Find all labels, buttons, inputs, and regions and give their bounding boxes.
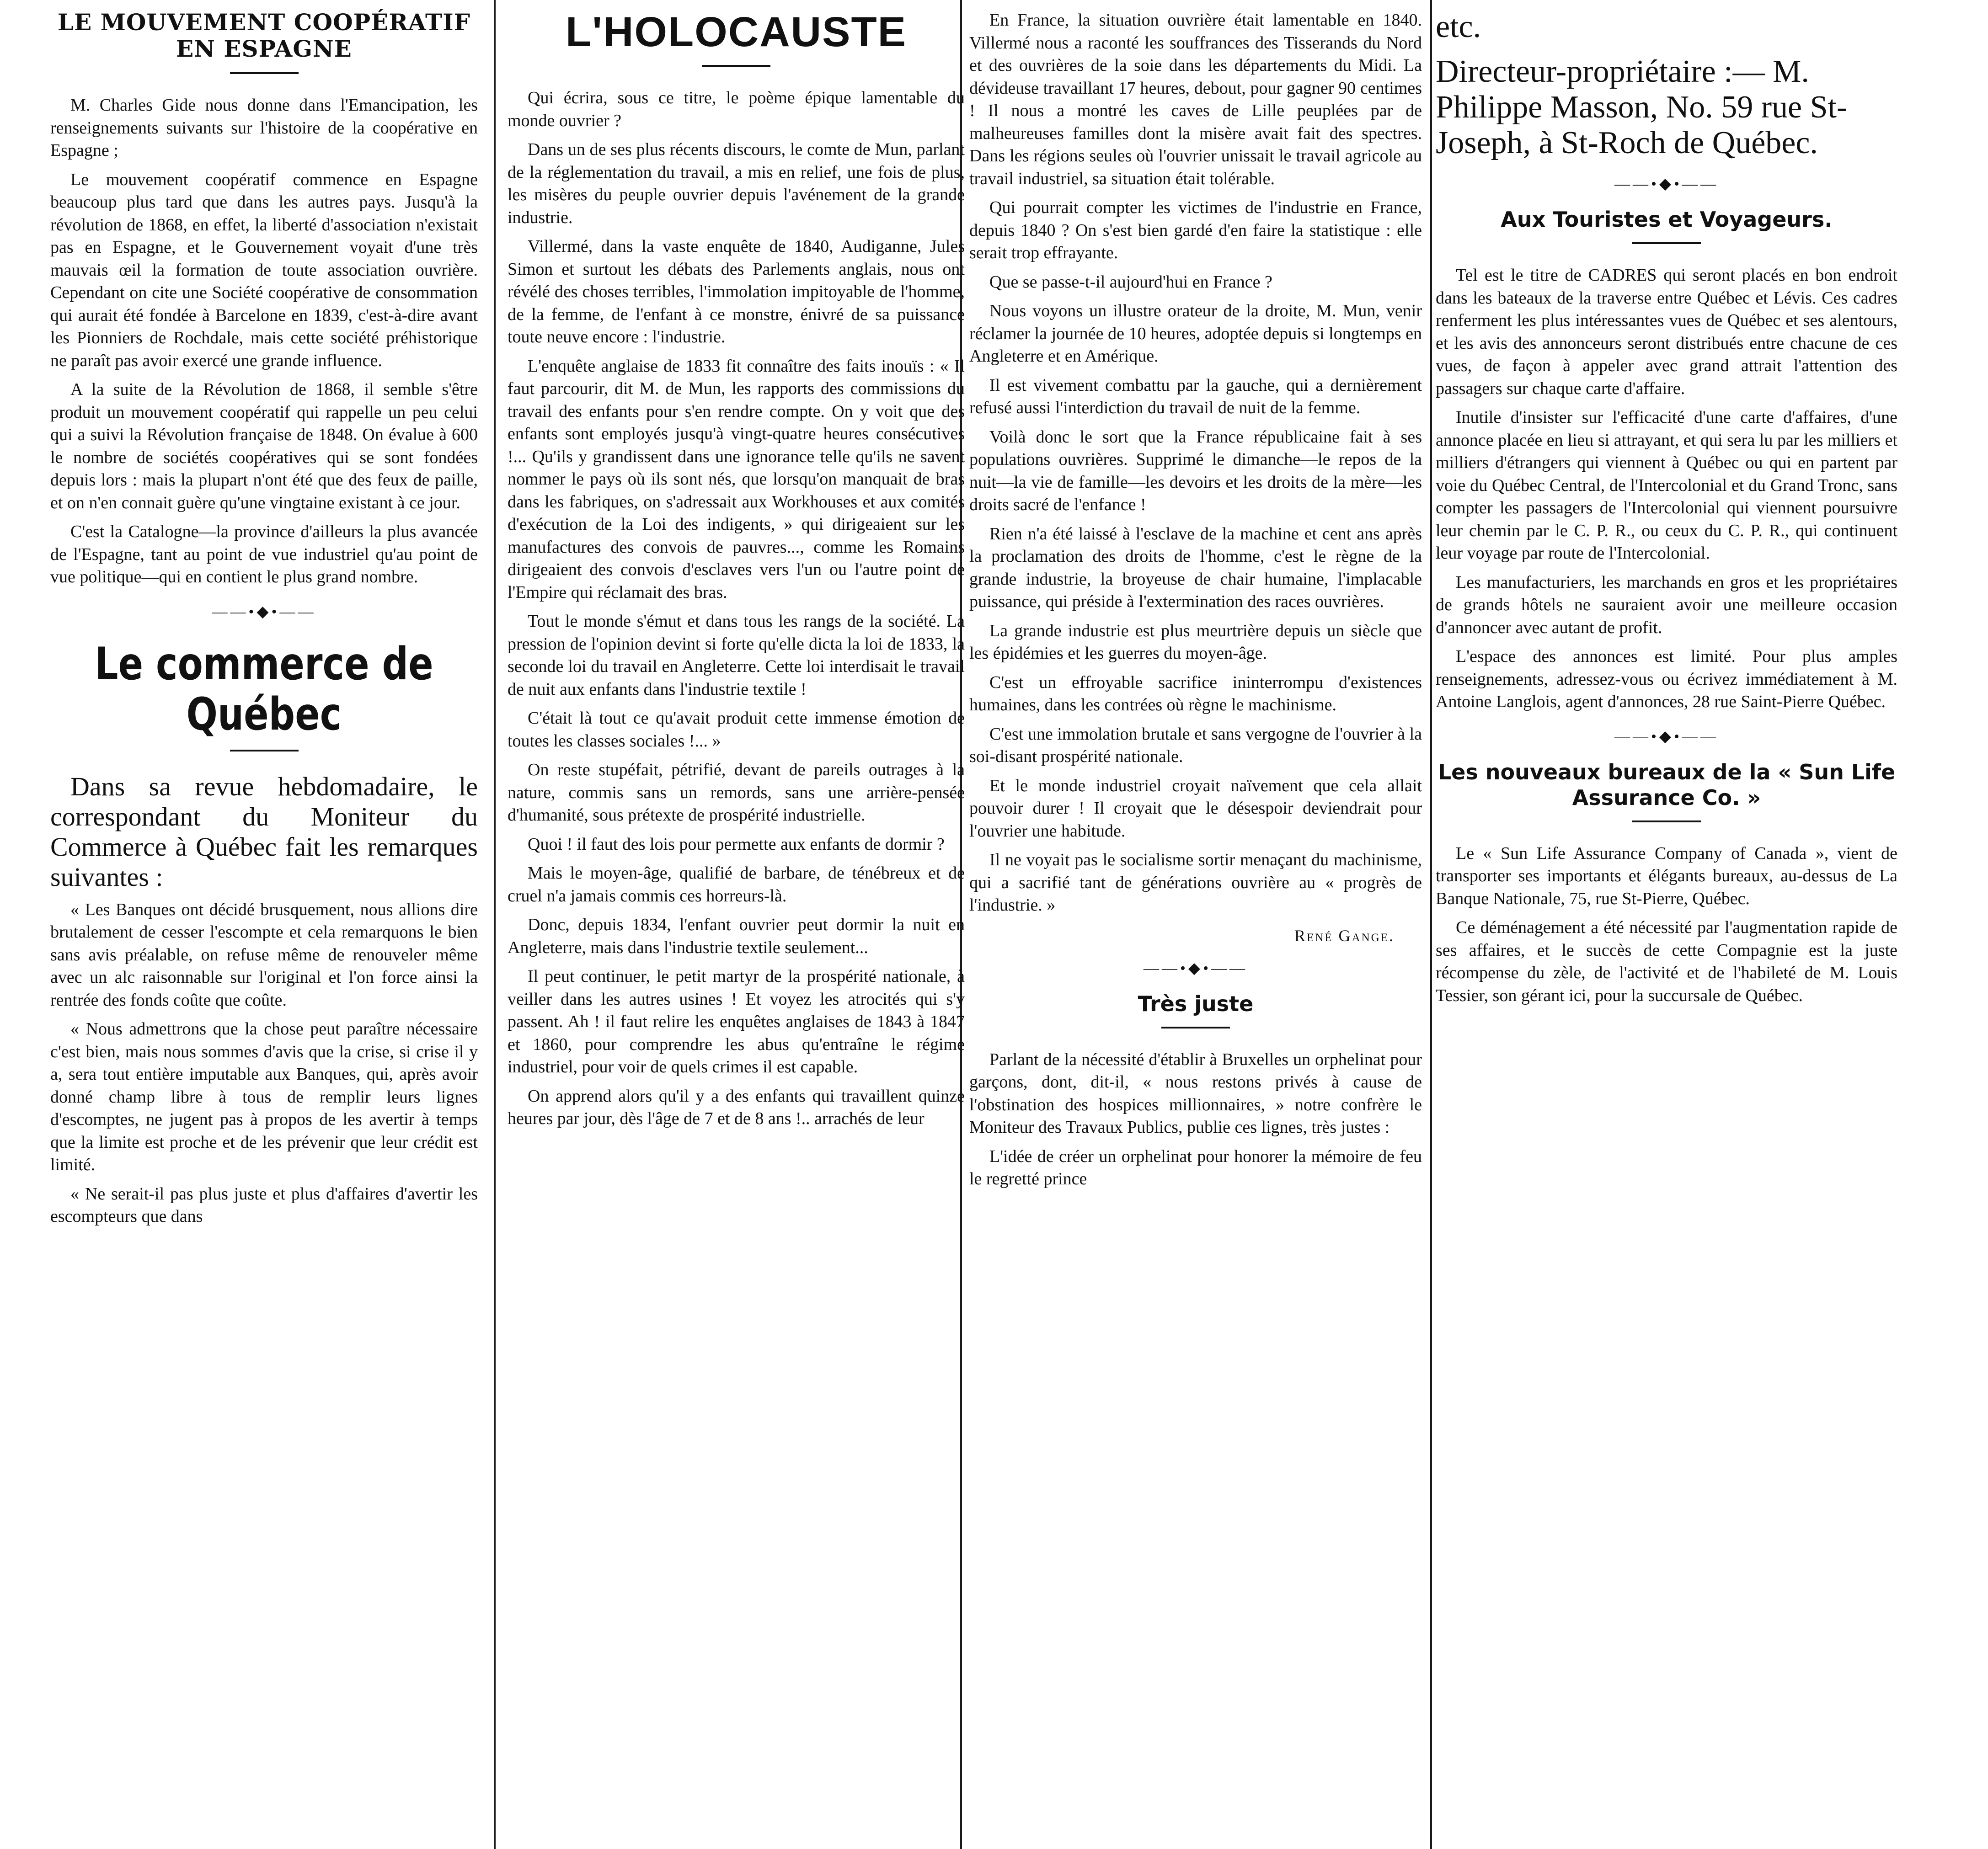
separator-dash xyxy=(230,72,299,74)
article-headline: LE MOUVEMENT COOPÉRATIF EN ESPAGNE xyxy=(57,9,471,62)
column-rule xyxy=(1430,0,1432,1849)
paragraph: Le mouvement coopératif commence en Espagne beaucoup plus tard que dans les autres pays. Jusqu'à la révolution de 1868, en effet, la liberté d'association n'existait pas en Espagne, et le Gouvernement voyait d'une très mauvais œil la formation de toute association ouvrière. Cependant on cite une Société coopérative de consommation qui aurait été fondée à Barcelone en 1839, c'est-à-dire avant les Pionniers de Rochdale, mais cette société préhistorique ne paraît pas avoir exercé une grande influence. xyxy=(50,170,478,370)
paragraph: Il est vivement combattu par la gauche, qui a dernièrement refusé aussi l'interdiction du travail de nuit de la femme. xyxy=(969,375,1422,417)
paragraph: Dans un de ses plus récents discours, le comte de Mun, parlant de la réglementation du travail, a mis en relief, une fois de plus, les misères du peuple ouvrier depuis l'avénement de la grande industrie. xyxy=(508,140,965,227)
separator-dash xyxy=(702,65,770,67)
paragraph: Le « Sun Life Assurance Company of Canada », vient de transporter ses importants et élégants bureaux, au-dessus de La Banque Nationale, 75, rue St-Pierre, Québec. xyxy=(1436,843,1897,908)
paragraph: Qui écrira, sous ce titre, le poème épique lamentable du monde ouvrier ? xyxy=(508,88,965,130)
separator-dash xyxy=(1632,242,1701,244)
separator-dash xyxy=(1632,821,1701,822)
ornament-divider: ——•◆•—— xyxy=(1614,176,1719,192)
paragraph: Et le monde industriel croyait naïvement que cela allait pouvoir durer ! Il croyait que le désespoir deviendrait pour l'ouvrier une habitude. xyxy=(969,776,1422,841)
author-signature: René Gange. xyxy=(1294,926,1395,945)
paragraph: A la suite de la Révolution de 1868, il semble s'être produit un mouvement coopératif qui rappelle un peu celui qui a suivi la Révolution française de 1848. On évalue à 600 le nombre de sociétés coopératives qui se sont fondées depuis lors : mais la plupart n'ont été que des feux de paille, et on n'en connait guère qu'une vingtaine existant à ce jour. xyxy=(50,380,478,512)
paragraph: L'idée de créer un orphelinat pour honorer la mémoire de feu le regretté prince xyxy=(969,1146,1422,1188)
paragraph: Que se passe-t-il aujourd'hui en France ? xyxy=(989,272,1272,292)
article-headline: Le commerce de Québec xyxy=(95,638,433,741)
etc-text: etc. xyxy=(1436,9,1481,44)
paragraph: Donc, depuis 1834, l'enfant ouvrier peut dormir la nuit en Angleterre, mais dans l'industrie textile seulement... xyxy=(508,915,965,957)
paragraph: « Nous admettrons que la chose peut paraître nécessaire c'est bien, mais nous sommes d'avis que la crise, si crise il y a, sera tout entière imputable aux Banques, qui, après avoir donné champ libre à tous de remplir leurs lignes d'escomptes, ne jugent pas à propos de les avertir à temps que la limite est proche et de les prévenir que leur crédit est limité. xyxy=(50,1019,478,1174)
publisher-notice: Directeur-propriétaire :— M. Philippe Masson, No. 59 rue St-Joseph, à St-Roch de Québec. xyxy=(1436,54,1848,160)
separator-dash xyxy=(1161,1027,1230,1028)
article-headline: L'HOLOCAUSTE xyxy=(565,9,907,55)
paragraph: « Ne serait-il pas plus juste et plus d'affaires d'avertir les escompteurs que dans xyxy=(50,1184,478,1226)
column-2 xyxy=(508,9,965,1838)
paragraph: « Les Banques ont décidé brusquement, nous allions dire brutalement de cesser l'escompte et cela remarquons le bien sans avis préalable, on refuse même de renouveler même avec un alc raisonnable sur l'original et l'on force ainsi la rentrée des fonds coûte que coûte. xyxy=(50,900,478,1010)
paragraph: Inutile d'insister sur l'efficacité d'une carte d'affaires, d'une annonce placée en lieu si attrayant, et qui sera lu par les milliers et milliers d'étrangers qui viennent à Québec ou qui en partent par voie du Québec Central, de l'Intercolonial et du Grand Tronc, sans compter les passagers de l'Intercolonial qui viennent poursuivre leur chemin par le C. P. R., ou ceux du C. P. R., qui continuent leur voyage par route de l'Intercolonial. xyxy=(1436,408,1897,563)
paragraph: Voilà donc le sort que la France républicaine fait à ses populations ouvrières. Supprimé le dimanche—le repos de la nuit—la vie de famille—les devoirs et les droits de la mère—les droits sacré de l'enfance ! xyxy=(969,427,1422,514)
paragraph: Tel est le titre de CADRES qui seront placés en bon endroit dans les bateaux de la traverse entre Québec et Lévis. Ces cadres renferment les plus intéressantes vues de Québec et ses alentours, et les avis des annonceurs seront distribués entre chacune de ces vues, de façon à appeler avec grand attrait l'attention des passagers sur chaque carte d'affaire. xyxy=(1436,266,1897,398)
paragraph: Parlant de la nécessité d'établir à Bruxelles un orphelinat pour garçons, dont, dit-il, « nous restons privés à cause de l'obstination des hospices millionnaires, » notre confrère le Moniteur des Travaux Publics, publie ces lignes, très justes : xyxy=(969,1050,1422,1137)
ornament-divider: ——•◆•—— xyxy=(1614,728,1719,745)
article-headline: Les nouveaux bureaux de la « Sun Life Assurance Co. » xyxy=(1438,759,1896,810)
article-headline: Aux Touristes et Voyageurs. xyxy=(1501,207,1833,232)
ornament-divider: ——•◆•—— xyxy=(1144,959,1248,977)
paragraph: C'était là tout ce qu'avait produit cette immense émotion de toutes les classes sociales !... » xyxy=(508,709,965,751)
paragraph: M. Charles Gide nous donne dans l'Emancipation, les renseignements suivants sur l'histoire de la coopérative en Espagne ; xyxy=(50,96,478,160)
separator-dash xyxy=(230,750,299,751)
paragraph: Qui pourrait compter les victimes de l'industrie en France, depuis 1840 ? On s'est bien gardé d'en faire la statistique : elle serait trop effrayante. xyxy=(969,198,1422,262)
paragraph: Dans sa revue hebdomadaire, le correspondant du Moniteur du Commerce à Québec fait les remarques suivantes : xyxy=(50,771,478,892)
paragraph: L'enquête anglaise de 1833 fit connaître des faits inouïs : « Il faut parcourir, dit M. de Mun, les rapports des commissions du travail des enfants pour s'en rendre compte. On y voit que des enfants sont employés jusqu'à vingt-quatre heures consécutives !... Qu'ils y grandissent dans une ignorance telle qu'ils ne savent nommer le pays où ils sont nés, que lorsqu'on manquait de bras dans les fabriques, on s'adressait aux Workhouses et aux comités d'exécution de la Loi des indigents, » qui dirigeaient sur les manufactures des convois de pauvres..., comme les Romains dirigeaient des convois d'esclaves vers l'un ou l'autre point de l'Empire qui réclamait des bras. xyxy=(508,356,965,602)
paragraph: Villermé, dans la vaste enquête de 1840, Audiganne, Jules Simon et surtout les débats des Parlements anglais, nous ont révélé des choses terribles, l'immolation impitoyable de l'homme, de la femme, de l'enfant à ce monstre, énivré de sa puissance toute neuve encore : l'industrie. xyxy=(508,237,965,346)
paragraph: Il ne voyait pas le socialisme sortir menaçant du machinisme, qui a sacrifié tant de générations ouvrière au « progrès de l'industrie. » xyxy=(969,850,1422,915)
paragraph: On apprend alors qu'il y a des enfants qui travaillent quinze heures par jour, dès l'âge de 7 et de 8 ans !.. arrachés de leur xyxy=(508,1086,965,1128)
paragraph: Les manufacturiers, les marchands en gros et les propriétaires de grands hôtels ne sauraient avoir une meilleure occasion d'annoncer avec autant de profit. xyxy=(1436,572,1897,637)
column-4 xyxy=(1436,9,1897,1838)
paragraph: L'espace des annonces est limité. Pour plus amples renseignements, adressez-vous ou écrivez immédiatement à M. Antoine Langlois, agent d'annonces, 28 rue Saint-Pierre Québec. xyxy=(1436,647,1897,711)
paragraph: C'est la Catalogne—la province d'ailleurs la plus avancée de l'Espagne, tant au point de vue industriel qu'au point de vue politique—qui en contient le plus grand nombre. xyxy=(50,522,478,586)
paragraph: Il peut continuer, le petit martyr de la prospérité nationale, à veiller dans les autres usines ! Et voyez les atrocités qui s'y passent. Ah ! il faut relire les enquêtes anglaises de 1843 à 1847 et 1860, pour comprendre les abus qu'entraîne le régime industriel, pour voir de quels crimes il est capable. xyxy=(508,967,965,1076)
paragraph: C'est un effroyable sacrifice ininterrompu d'existences humaines, dans les contrées où règne le machinisme. xyxy=(969,672,1422,714)
paragraph: C'est une immolation brutale et sans vergogne de l'ouvrier à la soi-disant prospérité nationale. xyxy=(969,724,1422,766)
column-1 xyxy=(50,9,478,1838)
paragraph: En France, la situation ouvrière était lamentable en 1840. Villermé nous a raconté les souffrances des Tisserands du Nord et des ouvrières de la soie dans les départements du Midi. La dévideuse travaillant 17 heures, debout, pour gagner 90 centimes ! Il nous a montré les caves de Lille peuplées par de malheureuses familles dont la misère avait fait des spectres. Dans les régions seules où l'ouvrier unissait le travail agricole au travail industriel, sa situation était tolérable. xyxy=(969,11,1422,188)
paragraph: Ce déménagement a été nécessité par l'augmentation rapide de ses affaires, et le succès de cette Compagnie est la juste récompense du zèle, de l'activité et de l'habileté de M. Louis Tessier, son gérant ici, pour la succursale de Québec. xyxy=(1436,918,1897,1005)
paragraph: On reste stupéfait, pétrifié, devant de pareils outrages à la nature, commis sans un remords, sans une arrière-pensée d'humanité, sous prétexte de prospérité industrielle. xyxy=(508,760,965,825)
paragraph: Nous voyons un illustre orateur de la droite, M. Mun, venir réclamer la journée de 10 heures, adoptée depuis si longtemps en Angleterre et en Amérique. xyxy=(969,301,1422,366)
column-rule xyxy=(494,0,496,1849)
paragraph: Mais le moyen-âge, qualifié de barbare, de ténébreux et de cruel n'a jamais commis ces horreurs-là. xyxy=(508,863,965,906)
paragraph: Rien n'a été laissé à l'esclave de la machine et cent ans après la proclamation des droits de l'homme, c'est le règne de la grande industrie, la broyeuse de chair humaine, l'implacable puissance, qui préside à l'extermination des races ouvrières. xyxy=(969,524,1422,611)
paragraph: Tout le monde s'émut et dans tous les rangs de la société. La pression de l'opinion devint si forte qu'elle dicta la loi de 1833, la seconde loi du travail en Angleterre. Cette loi interdisait le travail de nuit aux enfants dans l'industrie textile ! xyxy=(508,612,965,699)
paragraph: La grande industrie est plus meurtrière depuis un siècle que les épidémies et les guerres du moyen-âge. xyxy=(969,621,1422,663)
column-3 xyxy=(969,9,1422,1838)
article-headline: Très juste xyxy=(1138,991,1254,1016)
paragraph: Quoi ! il faut des lois pour permette aux enfants de dormir ? xyxy=(528,834,945,854)
ornament-divider: ——•◆•—— xyxy=(212,603,316,620)
